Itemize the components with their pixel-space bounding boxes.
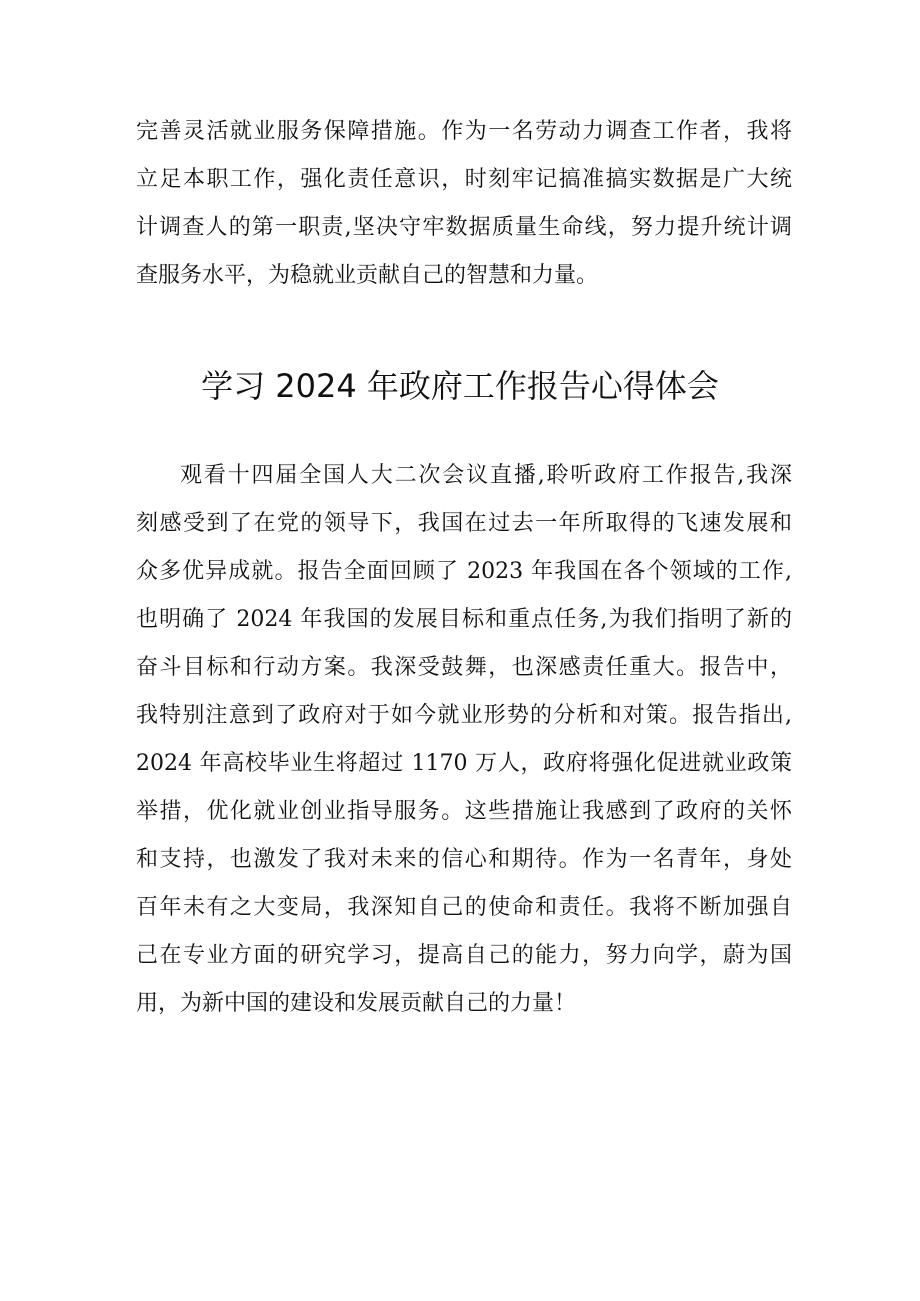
paragraph-line: 立足本职工作，强化责任意识，时刻牢记搞准搞实数据是广大统 bbox=[136, 167, 792, 192]
document-title: 学习 2024 年政府工作报告心得体会 bbox=[201, 367, 719, 405]
paragraph-line: 举措，优化就业创业指导服务。这些措施让我感到了政府的关怀 bbox=[136, 799, 792, 824]
paragraph-line: 我特别注意到了政府对于如今就业形势的分析和对策。报告指出, bbox=[136, 703, 792, 728]
paragraph-line: 计调查人的第一职责,坚决守牢数据质量生命线，努力提升统计调 bbox=[136, 215, 792, 240]
paragraph-line: 刻感受到了在党的领导下，我国在过去一年所取得的飞速发展和 bbox=[136, 511, 792, 536]
paragraph-line: 奋斗目标和行动方案。我深受鼓舞，也深感责任重大。报告中， bbox=[136, 655, 792, 680]
paragraph-line: 己在专业方面的研究学习，提高自己的能力，努力向学，蔚为国 bbox=[136, 943, 792, 968]
paragraph-body bbox=[136, 452, 792, 1028]
paragraph-line: 和支持，也激发了我对未来的信心和期待。作为一名青年，身处 bbox=[136, 847, 792, 872]
paragraph-line: 用，为新中国的建设和发展贡献自己的力量！ bbox=[136, 991, 577, 1016]
paragraph-line: 观看十四届全国人大二次会议直播,聆听政府工作报告,我深 bbox=[180, 463, 792, 488]
paragraph-line: 也明确了 2024 年我国的发展目标和重点任务,为我们指明了新的 bbox=[136, 607, 792, 632]
paragraph-line: 2024 年高校毕业生将超过 1170 万人，政府将强化促进就业政策 bbox=[136, 751, 792, 776]
paragraph-line: 完善灵活就业服务保障措施。作为一名劳动力调查工作者，我将 bbox=[136, 119, 792, 144]
paragraph-continued bbox=[136, 108, 792, 300]
paragraph-line: 查服务水平，为稳就业贡献自己的智慧和力量。 bbox=[136, 263, 599, 288]
paragraph-line: 众多优异成就。报告全面回顾了 2023 年我国在各个领域的工作, bbox=[136, 559, 792, 584]
paragraph-line: 百年未有之大变局，我深知自己的使命和责任。我将不断加强自 bbox=[136, 895, 792, 920]
